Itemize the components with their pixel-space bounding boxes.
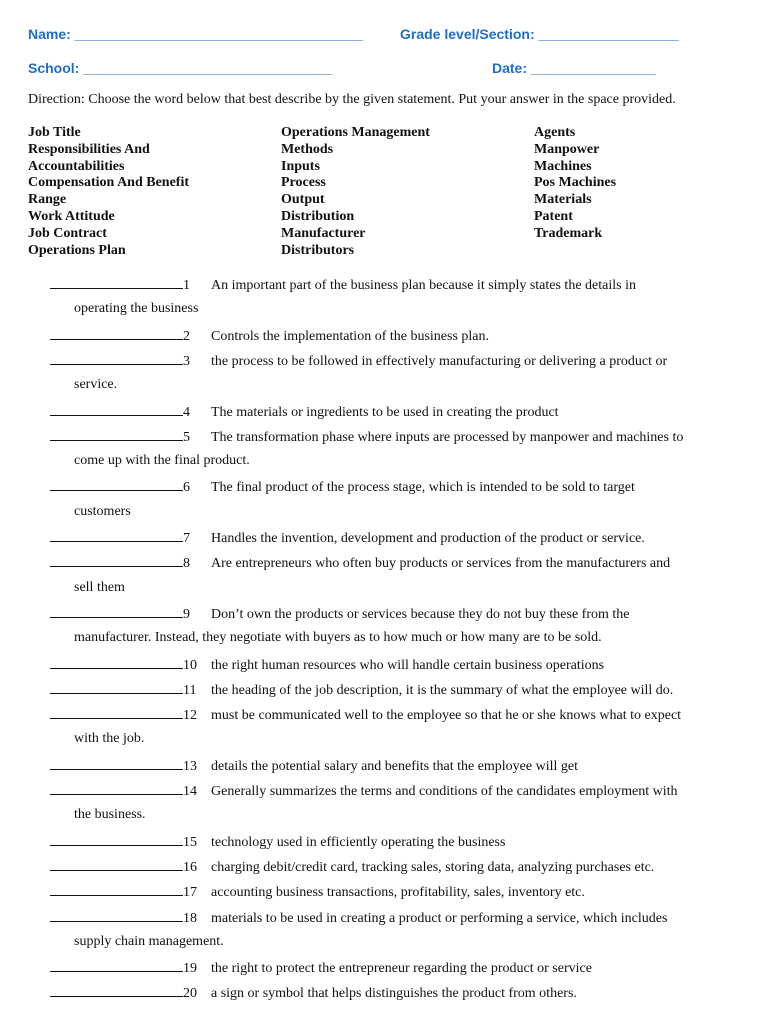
word-bank-item: Patent (534, 208, 573, 224)
school-field-label: School: ________________________________ (28, 60, 333, 76)
question-row (50, 554, 670, 572)
question-text: the right human resources who will handle certain business operations (211, 657, 605, 673)
question-row (50, 858, 654, 876)
question-number: 2 (183, 328, 190, 344)
word-bank-item: Distributors (281, 242, 355, 258)
question-row (50, 984, 577, 1002)
question-number: 16 (183, 859, 197, 875)
question-number: 20 (183, 986, 197, 1002)
answer-blank[interactable] (50, 656, 183, 669)
answer-blank[interactable] (50, 554, 183, 567)
answer-blank[interactable] (50, 352, 183, 365)
word-bank-item: Range (28, 192, 67, 208)
word-bank-item: Process (281, 175, 326, 191)
grade-section-field-label: Grade level/Section: __________________ (400, 26, 679, 42)
question-row (50, 681, 673, 699)
question-text: the heading of the job description, it is the summary of what the employee will do. (211, 682, 674, 698)
question-number: 14 (183, 784, 197, 799)
answer-blank[interactable] (50, 959, 183, 972)
answer-blank[interactable] (50, 327, 183, 340)
question-text: Controls the implementation of the business plan. (211, 328, 490, 344)
question-number: 12 (183, 708, 197, 724)
word-bank-item: Manufacturer (281, 225, 366, 241)
question-text: the right to protect the entrepreneur regarding the product or service (211, 961, 592, 977)
word-bank-item: Responsibilities And (28, 141, 150, 157)
question-row (50, 782, 678, 800)
answer-blank[interactable] (50, 909, 183, 922)
question-number: 5 (183, 429, 190, 445)
answer-blank[interactable] (50, 984, 183, 997)
question-number: 1 (183, 278, 190, 293)
answer-blank[interactable] (50, 478, 183, 491)
word-bank-item: Manpower (534, 141, 600, 157)
answer-blank[interactable] (50, 858, 183, 871)
question-number: 9 (183, 606, 190, 622)
question-text: must be communicated well to the employee so that he or she knows what to expect (211, 708, 682, 724)
question-row (50, 478, 635, 496)
answer-blank[interactable] (50, 403, 183, 416)
word-bank-item: Agents (534, 125, 576, 140)
question-number: 10 (183, 657, 197, 673)
answer-blank[interactable] (50, 681, 183, 694)
word-bank-item: Distribution (281, 208, 355, 224)
word-bank-item: Methods (281, 141, 334, 157)
question-text: The materials or ingredients to be used in creating the product (211, 404, 559, 420)
word-bank-item: Job Title (28, 125, 81, 140)
question-text-continued: manufacturer. Instead, they negotiate with buyers as to how much or how many are to be sold. (74, 630, 602, 646)
question-text: the process to be followed in effectively manufacturing or delivering a product or (211, 353, 668, 369)
question-text: An important part of the business plan because it simply states the details in (211, 278, 636, 293)
answer-blank[interactable] (50, 428, 183, 441)
question-number: 18 (183, 910, 197, 926)
word-bank-item: Pos Machines (534, 175, 617, 191)
question-number: 11 (183, 682, 197, 698)
question-text: Generally summarizes the terms and conditions of the candidates employment with (211, 784, 678, 799)
question-text-continued: operating the business (74, 301, 199, 317)
question-text-continued: sell them (74, 579, 125, 595)
question-row (50, 883, 585, 901)
question-number: 3 (183, 353, 190, 369)
question-number: 19 (183, 961, 197, 977)
word-bank-item: Trademark (534, 225, 603, 241)
question-text-continued: supply chain management. (74, 933, 224, 949)
question-text: Don’t own the products or services because they do not buy these from the (211, 606, 630, 622)
answer-blank[interactable] (50, 706, 183, 719)
question-row (50, 428, 683, 446)
question-row (50, 833, 505, 851)
word-bank-item: Accountabilities (28, 158, 125, 174)
answer-blank[interactable] (50, 757, 183, 770)
word-bank-item: Output (281, 192, 325, 208)
question-row (50, 909, 667, 927)
name-field-label: Name: _____________________________________ (28, 26, 363, 42)
question-row (50, 757, 578, 775)
answer-blank[interactable] (50, 605, 183, 618)
question-text-continued: customers (74, 503, 131, 519)
question-row (50, 605, 629, 623)
question-text: The final product of the process stage, which is intended to be sold to target (211, 480, 635, 496)
question-text-continued: the business. (74, 807, 146, 823)
word-bank-item: Materials (534, 192, 592, 208)
question-number: 17 (183, 885, 197, 901)
answer-blank[interactable] (50, 529, 183, 542)
word-bank-item: Job Contract (28, 225, 107, 241)
question-number: 7 (183, 531, 190, 546)
question-row (50, 706, 681, 724)
question-text: details the potential salary and benefits that the employee will get (211, 758, 578, 774)
question-text: technology used in efficiently operating the business (211, 834, 506, 850)
question-number: 13 (183, 758, 197, 774)
question-text-continued: service. (74, 377, 118, 393)
question-number: 15 (183, 834, 197, 850)
question-text: accounting business transactions, profitability, sales, inventory etc. (211, 885, 585, 901)
question-text: Handles the invention, development and production of the product or service. (211, 531, 645, 546)
question-text: charging debit/credit card, tracking sales, storing data, analyzing purchases etc. (211, 859, 655, 875)
question-number: 8 (183, 556, 190, 572)
question-row (50, 327, 489, 345)
question-text-continued: come up with the final product. (74, 453, 250, 469)
word-bank-item: Operations Plan (28, 242, 126, 258)
answer-blank[interactable] (50, 276, 183, 289)
word-bank-item: Inputs (281, 158, 320, 174)
question-text: a sign or symbol that helps distinguishes the product from others. (211, 986, 577, 1002)
question-row (50, 529, 645, 547)
answer-blank[interactable] (50, 782, 183, 795)
date-field-label: Date: ________________ (492, 60, 656, 76)
question-row (50, 656, 604, 674)
question-text: Are entrepreneurs who often buy products or services from the manufacturers and (211, 556, 671, 572)
question-row (50, 959, 592, 977)
question-row (50, 352, 667, 370)
question-number: 6 (183, 480, 190, 496)
answer-blank[interactable] (50, 883, 183, 896)
direction-text: Direction: Choose the word below that best describe by the given statement. Put your answer in the space provided. (28, 92, 676, 107)
word-bank-item: Operations Management (281, 125, 430, 140)
answer-blank[interactable] (50, 833, 183, 846)
question-text-continued: with the job. (74, 731, 145, 747)
word-bank-item: Work Attitude (28, 208, 115, 224)
question-row (50, 403, 559, 421)
word-bank-item: Compensation And Benefit (28, 175, 190, 191)
question-text: materials to be used in creating a product or performing a service, which includes (211, 910, 668, 926)
word-bank-item: Machines (534, 158, 592, 174)
question-number: 4 (183, 404, 190, 420)
question-text: The transformation phase where inputs are processed by manpower and machines to (211, 429, 684, 445)
question-row (50, 276, 636, 294)
